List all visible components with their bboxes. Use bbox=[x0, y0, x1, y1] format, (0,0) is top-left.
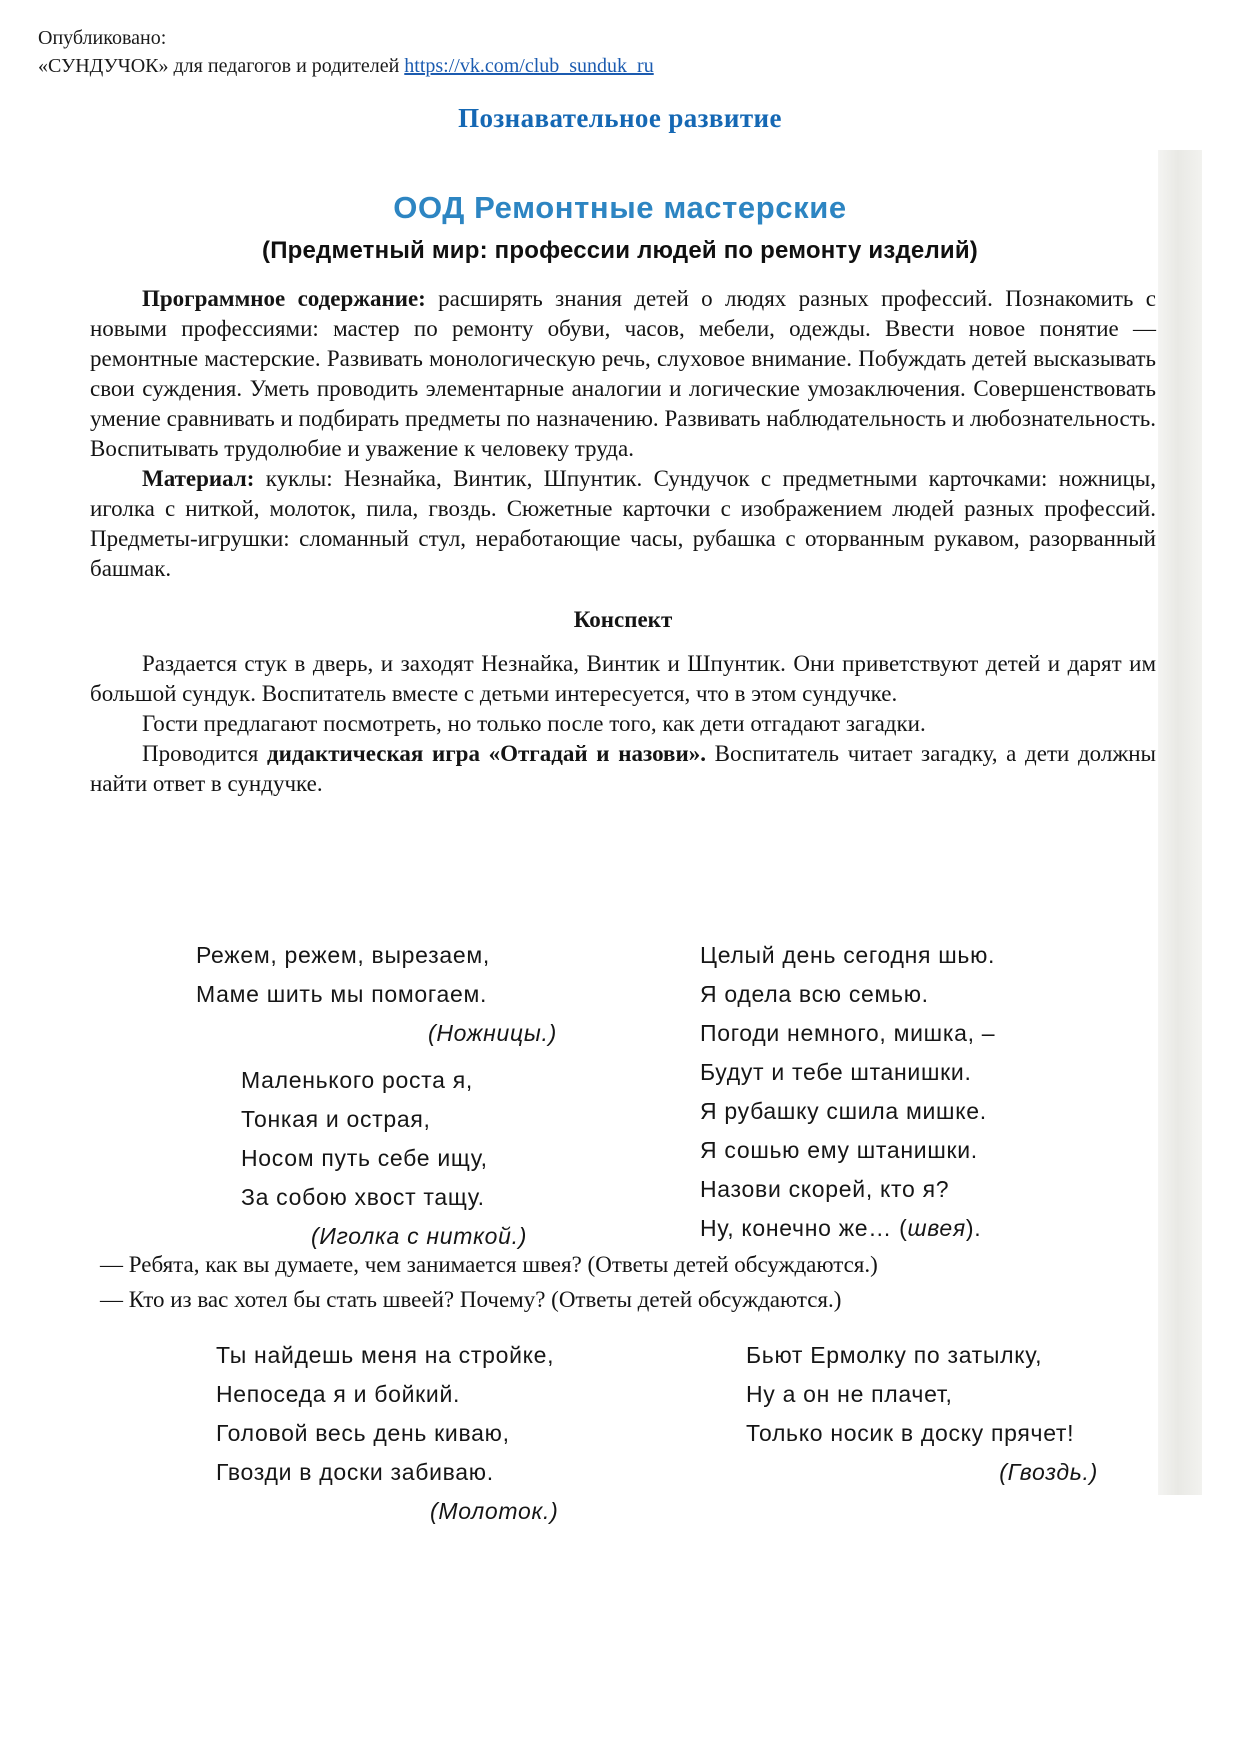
answer-word: швея bbox=[907, 1215, 966, 1241]
riddle-answer-needle: (Иголка с ниткой.) bbox=[311, 1223, 528, 1249]
riddle-line: Ты найдешь меня на стройке, bbox=[216, 1342, 555, 1368]
riddle-line: Я одела всю семью. bbox=[700, 981, 929, 1007]
riddle-line: Маленького роста я, bbox=[241, 1067, 473, 1093]
riddle-column-right bbox=[746, 1336, 1126, 1492]
riddle-line: Бьют Ермолку по затылку, bbox=[746, 1342, 1043, 1368]
answer-pre: Ну, конечно же… ( bbox=[700, 1215, 908, 1241]
question-line: — Кто из вас хотел бы стать швеей? Почему? (Ответы детей обсуждаются.) bbox=[100, 1287, 842, 1312]
published-block bbox=[38, 24, 654, 80]
riddle-block-2 bbox=[0, 1336, 1126, 1531]
material-paragraph bbox=[90, 464, 1156, 584]
riddle-answer-nail: (Гвоздь.) bbox=[999, 1459, 1098, 1485]
material-label: Материал: bbox=[142, 466, 255, 491]
riddle-line: Я рубашку сшила мишке. bbox=[700, 1098, 987, 1124]
question-line: — Ребята, как вы думаете, чем занимается швея? (Ответы детей обсуждаются.) bbox=[100, 1252, 878, 1277]
riddle-line: Носом путь себе ищу, bbox=[241, 1145, 488, 1171]
riddle-line: Я сошью ему штанишки. bbox=[700, 1137, 978, 1163]
riddle-line: Головой весь день киваю, bbox=[216, 1420, 510, 1446]
riddle-column-left bbox=[196, 936, 626, 1256]
konspekt-paragraph-3 bbox=[90, 739, 1156, 799]
riddle-line: За собою хвост тащу. bbox=[241, 1184, 485, 1210]
konspekt-heading: Конспект bbox=[573, 607, 673, 632]
riddle-column-left bbox=[216, 1336, 616, 1531]
riddle-line: Тонкая и острая, bbox=[241, 1106, 431, 1132]
page-edge-shadow bbox=[1158, 150, 1202, 1495]
konspekt-paragraph-2: Гости предлагают посмотреть, но только после того, как дети отгадают загадки. bbox=[142, 711, 926, 736]
program-paragraph bbox=[90, 284, 1156, 464]
vk-club-link[interactable]: https://vk.com/club_sunduk_ru bbox=[404, 55, 654, 77]
riddle-block-1 bbox=[0, 936, 1130, 1256]
answer-post: ). bbox=[965, 1215, 982, 1241]
riddle-line: Назови скорей, кто я? bbox=[700, 1176, 950, 1202]
spacer bbox=[196, 1053, 626, 1061]
riddle-line: Непоседа я и бойкий. bbox=[216, 1381, 461, 1407]
riddle-line: Режем, режем, вырезаем, bbox=[196, 942, 490, 968]
p3-pre: Проводится bbox=[142, 741, 267, 766]
section-heading: Познавательное развитие bbox=[458, 103, 782, 133]
riddle-line: Целый день сегодня шью. bbox=[700, 942, 996, 968]
p3-game-name: дидактическая игра «Отгадай и назови». bbox=[266, 741, 706, 766]
published-label: Опубликовано: bbox=[38, 27, 167, 49]
riddle-answer-seamstress bbox=[700, 1209, 1130, 1248]
page-subtitle: (Предметный мир: профессии людей по ремонту изделий) bbox=[262, 237, 978, 264]
riddle-line: Гвозди в доски забиваю. bbox=[216, 1459, 494, 1485]
riddle-line: Будут и тебе штанишки. bbox=[700, 1059, 972, 1085]
riddle-column-right bbox=[700, 936, 1130, 1248]
riddle-line: Маме шить мы помогаем. bbox=[196, 981, 488, 1007]
material-text: куклы: Незнайка, Винтик, Шпунтик. Сундучок с предметными карточками: ножницы, иголка с ниткой, молоток, пила, гвоздь. Сюжетные карточки с изображением людей разных профессий. Предметы-игрушки: сломанный стул, неработающие часы, рубашка с оторванным рукавом, разорванный башмак. bbox=[90, 466, 1156, 581]
page-title: ООД Ремонтные мастерские bbox=[393, 190, 847, 225]
riddle-line: Погоди немного, мишка, – bbox=[700, 1020, 996, 1046]
published-line bbox=[38, 52, 654, 80]
riddle-answer-scissors: (Ножницы.) bbox=[428, 1020, 557, 1046]
riddle-line: Только носик в доску прячет! bbox=[746, 1420, 1075, 1446]
konspekt-paragraph-1: Раздается стук в дверь, и заходят Незнайка, Винтик и Шпунтик. Они приветствуют детей и дарят им большой сундук. Воспитатель вместе с детьми интересуется, что в этом сундучке. bbox=[90, 651, 1156, 706]
program-label: Программное содержание: bbox=[142, 286, 426, 311]
riddle-line: Ну а он не плачет, bbox=[746, 1381, 953, 1407]
teacher-questions bbox=[100, 1247, 1160, 1317]
riddle-answer-hammer: (Молоток.) bbox=[430, 1498, 559, 1524]
program-text: расширять знания детей о людях разных профессий. Познакомить с новыми профессиями: мастер по ремонту обуви, часов, мебели, одежды. Ввести новое понятие — ремонтные мастерские. Развивать монологическую речь, слуховое внимание. Побуждать детей высказывать свои суждения. Уметь проводить элементарные аналогии и логические умозаключения. Совершенствовать умение сравнивать и подбирать предметы по назначению. Развивать наблюдательность и любознательность. Воспитывать трудолюбие и уважение к человеку труда. bbox=[90, 286, 1156, 461]
published-text: «СУНДУЧОК» для педагогов и родителей bbox=[38, 55, 405, 77]
main-text bbox=[90, 284, 1156, 799]
p3-post: Воспитатель читает загадку, а дети должны найти ответ в сундучке. bbox=[90, 741, 1157, 796]
